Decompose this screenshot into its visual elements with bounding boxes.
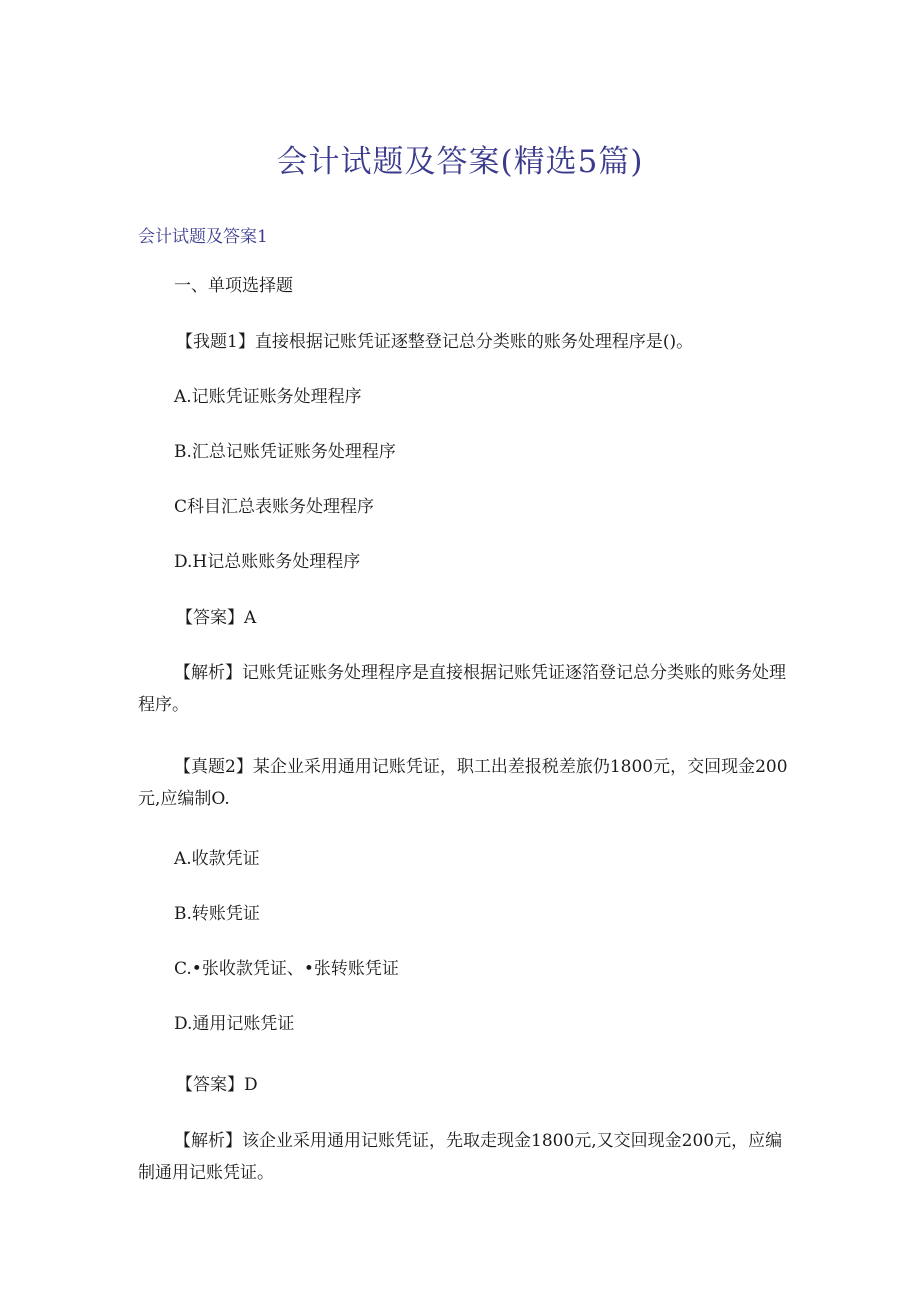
question-2-stem: 【真题2】某企业采用通用记账凭证，职工出差报税差旅仍1800元，交回现金200元,应编制O. xyxy=(138,757,788,809)
part-heading: 一、单项选择题 xyxy=(174,276,293,296)
question-2-option-a: A.收款凭证 xyxy=(174,849,260,869)
question-2-analysis: 【解析】该企业采用通用记账凭证，先取走现金1800元,又交回现金200元，应编制通用记账凭证。 xyxy=(138,1131,783,1183)
question-2-option-c: C.•张收款凭证、•张转账凭证 xyxy=(174,959,399,979)
question-2-answer: 【答案】D xyxy=(176,1075,258,1095)
question-1-stem: 【我题1】直接根据记账凭证逐整登记总分类账的账务处理程序是()。 xyxy=(176,332,694,352)
question-2-option-d: D.通用记账凭证 xyxy=(174,1014,295,1034)
question-2-option-b: B.转账凭证 xyxy=(174,904,260,924)
document-title: 会计试题及答案(精选5篇) xyxy=(276,144,644,180)
question-1-option-b: B.汇总记账凭证账务处理程序 xyxy=(174,442,396,462)
question-1-option-c: C科目汇总表账务处理程序 xyxy=(174,497,375,517)
question-1-option-a: A.记账凭证账务处理程序 xyxy=(174,387,362,407)
section-heading: 会计试题及答案1 xyxy=(138,227,268,247)
question-1-option-d: D.H记总账账务处理程序 xyxy=(174,552,361,572)
question-1-analysis: 【解析】记账凭证账务处理程序是直接根据记账凭证逐箔登记总分类账的账务处理程序。 xyxy=(138,663,786,715)
question-1-answer: 【答案】A xyxy=(176,608,257,628)
